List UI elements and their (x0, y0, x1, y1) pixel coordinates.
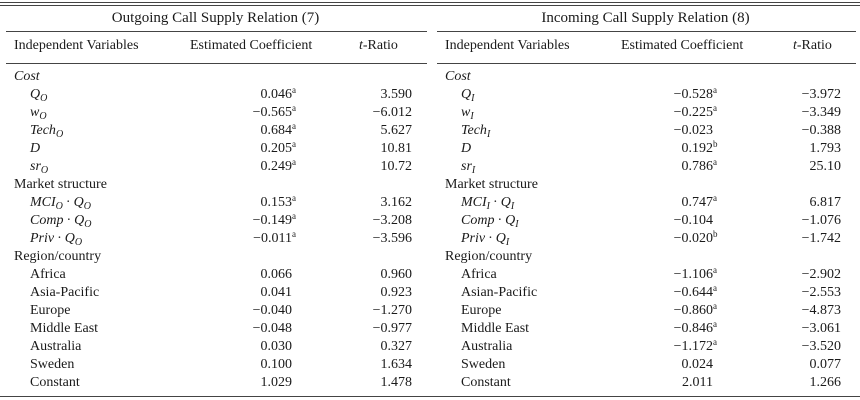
variable-subscript: I (515, 219, 519, 230)
coefficient-cell: −0.860$^a$ (673, 301, 717, 318)
t-ratio-value: −3.208 (372, 213, 412, 228)
section-header (431, 68, 860, 86)
coefficient-cell: 0.747$^a$ (681, 193, 717, 210)
variable-subscript: I (471, 93, 475, 104)
t-ratio-value: −3.596 (372, 231, 412, 246)
coefficient-value: −0.860 (673, 303, 713, 318)
variable-name (30, 158, 48, 176)
t-ratio-value: 3.162 (380, 195, 412, 210)
variable-symbol: Q (500, 195, 511, 210)
variable-name (30, 194, 91, 212)
t-ratio-value: 25.10 (809, 159, 841, 174)
coefficient-value: 0.041 (260, 285, 292, 300)
product-dot: · (57, 231, 62, 246)
variable-symbol: Q (461, 87, 472, 102)
coefficient-value: −0.104 (673, 213, 713, 228)
section-label: Cost (445, 69, 471, 84)
variable-subscript: I (470, 111, 474, 122)
section-header (0, 248, 431, 266)
variable-name: Asia-Pacific (30, 285, 100, 300)
coefficient-value: 2.011 (682, 375, 713, 390)
table-row (0, 86, 431, 104)
variable-name (461, 104, 474, 122)
variable-name: Australia (30, 339, 82, 354)
section-header (0, 68, 431, 86)
variable-subscript: O (84, 219, 92, 230)
variable-name: Europe (30, 303, 71, 318)
table-row (0, 212, 431, 230)
variable-symbol: Priv (30, 231, 55, 246)
coefficient-value: −0.020 (673, 231, 713, 246)
table-row (431, 86, 860, 104)
panel-title: Incoming Call Supply Relation (8) (541, 10, 750, 26)
t-ratio-value: 10.72 (380, 159, 412, 174)
variable-name: Sweden (461, 357, 506, 372)
section-label: Market structure (445, 177, 538, 192)
t-ratio-value: −6.012 (372, 105, 412, 120)
product-dot: · (66, 213, 72, 228)
table-row (0, 104, 431, 122)
coefficient-cell (674, 212, 720, 230)
coefficient-value: 0.192 (681, 141, 713, 156)
variable-name (461, 230, 509, 248)
coefficient-value: −0.565 (252, 105, 292, 120)
variable-subscript: O (40, 165, 49, 176)
variable-symbol: sr (461, 159, 472, 174)
coefficient-value: 0.747 (681, 195, 713, 210)
coefficient-cell: 0.249$^a$ (260, 157, 296, 174)
variable-subscript: O (55, 201, 63, 212)
table-row (0, 194, 431, 212)
panel-title: Outgoing Call Supply Relation (7) (111, 10, 320, 26)
coefficient-cell: −0.020$^b$ (673, 229, 718, 246)
variable-symbol: Q (30, 87, 41, 102)
coefficient-cell: 0.786$^a$ (681, 157, 717, 174)
coefficient-value: −0.528 (673, 87, 713, 102)
coefficient-cell: −0.011$^a$ (253, 229, 296, 246)
variable-name (461, 212, 519, 230)
table-row (431, 374, 860, 392)
variable-symbol: MCI (30, 195, 56, 210)
coefficient-value: −0.011 (253, 231, 292, 246)
table-row (0, 320, 431, 338)
table-row (431, 284, 860, 302)
table-row (431, 158, 860, 176)
variable-name (461, 122, 490, 140)
variable-symbol: sr (30, 159, 41, 174)
variable-name (30, 86, 47, 104)
section-header (0, 176, 431, 194)
header-independent-variables: Independent Variables (14, 38, 139, 53)
variable-symbol: Q (64, 231, 75, 246)
table-row (431, 338, 860, 356)
t-ratio-value: −3.349 (801, 105, 841, 120)
header-independent-variables: Independent Variables (445, 38, 570, 53)
variable-subscript: O (40, 93, 48, 104)
coefficient-value: −0.048 (252, 321, 292, 336)
t-ratio-value: 3.590 (380, 87, 412, 102)
header-t-ratio-italic: t (793, 38, 797, 53)
coefficient-value: −0.225 (673, 105, 713, 120)
table-row (0, 158, 431, 176)
header-t-ratio-italic: t (359, 38, 363, 53)
t-ratio-value: 1.793 (809, 141, 841, 156)
coefficient-cell (261, 356, 300, 374)
variable-subscript: I (471, 165, 476, 176)
coefficient-value: −0.846 (673, 321, 713, 336)
product-dot: · (497, 213, 503, 228)
coefficient-value: −0.040 (252, 303, 292, 318)
coefficient-cell: 0.684$^a$ (260, 121, 296, 138)
table-row (0, 284, 431, 302)
variable-symbol: Q (73, 195, 84, 210)
variable-symbol: w (461, 105, 471, 120)
coefficient-value: 0.153 (260, 195, 292, 210)
incoming-panel (431, 0, 860, 400)
table-row (0, 230, 431, 248)
section-label: Region/country (445, 249, 533, 264)
table-row (431, 356, 860, 374)
coefficient-value: 0.249 (260, 159, 292, 174)
table-row (431, 230, 860, 248)
section-label: Market structure (14, 177, 107, 192)
coefficient-value: 0.786 (681, 159, 713, 174)
t-ratio-value: 0.960 (380, 267, 412, 282)
header-t-ratio-suffix: -Ratio (362, 38, 398, 53)
coefficient-cell (253, 302, 299, 320)
table-row (0, 356, 431, 374)
variable-name: Constant (30, 375, 80, 390)
table-row (431, 266, 860, 284)
variable-symbol: Q (495, 231, 506, 246)
coefficient-cell: −1.172$^a$ (673, 337, 717, 354)
coefficient-cell (253, 320, 299, 338)
coefficient-cell: 0.205$^a$ (260, 139, 296, 156)
coefficient-cell: 0.153$^a$ (260, 193, 296, 210)
variable-name: Africa (30, 267, 66, 282)
header-rule (6, 63, 427, 64)
variable-subscript: O (83, 201, 91, 212)
table-row (0, 338, 431, 356)
variable-name: Africa (461, 267, 497, 282)
table-row (431, 212, 860, 230)
coefficient-value: 0.066 (260, 267, 292, 282)
table-row (431, 122, 860, 140)
coefficient-cell (682, 356, 721, 374)
variable-name: Constant (461, 375, 511, 390)
table-row (0, 302, 431, 320)
variable-symbol: Q (505, 213, 516, 228)
panel-title-rule (6, 31, 427, 32)
variable-name: Middle East (461, 321, 530, 336)
coefficient-cell (261, 374, 300, 392)
coefficient-value: 0.205 (260, 141, 292, 156)
t-ratio-value: 0.923 (380, 285, 412, 300)
section-header (431, 176, 860, 194)
t-ratio-value: 0.327 (380, 339, 412, 354)
variable-name: Europe (461, 303, 502, 318)
t-ratio-value: −3.061 (801, 321, 841, 336)
coefficient-cell: 0.192$^b$ (681, 139, 718, 156)
t-ratio-value: 1.266 (809, 375, 841, 390)
variable-subscript: I (505, 237, 510, 248)
t-ratio-value: 10.81 (380, 141, 412, 156)
header-estimated-coefficient: Estimated Coefficient (190, 38, 313, 53)
variable-symbol: D (461, 141, 472, 156)
variable-symbol: D (30, 141, 41, 156)
coefficient-value: 0.030 (260, 339, 292, 354)
variable-symbol: Comp (30, 213, 64, 228)
t-ratio-value: −0.388 (801, 123, 841, 138)
coefficient-value: −1.106 (673, 267, 713, 282)
coefficient-value: 0.024 (681, 357, 713, 372)
t-ratio-value: −1.742 (801, 231, 841, 246)
product-dot: · (488, 231, 493, 246)
variable-name: Middle East (30, 321, 99, 336)
coefficient-cell: −1.106$^a$ (673, 265, 717, 282)
section-label: Cost (14, 69, 40, 84)
coefficient-cell (261, 338, 300, 356)
t-ratio-value: 1.478 (380, 375, 412, 390)
variable-symbol: MCI (461, 195, 487, 210)
coefficient-cell: −0.528$^a$ (673, 85, 717, 102)
variable-name (461, 140, 471, 158)
t-ratio-value: 1.634 (380, 357, 412, 372)
coefficient-cell (261, 266, 300, 284)
t-ratio-value: −3.972 (801, 87, 841, 102)
variable-symbol: Comp (461, 213, 495, 228)
coefficient-cell: −0.225$^a$ (673, 103, 717, 120)
t-ratio-value: −0.977 (372, 321, 412, 336)
variable-symbol: Tech (30, 123, 56, 138)
t-ratio-value: −1.076 (801, 213, 841, 228)
coefficient-value: 0.046 (260, 87, 292, 102)
variable-subscript: O (39, 111, 47, 122)
coefficient-cell: 0.046$^a$ (260, 85, 296, 102)
product-dot: · (493, 195, 498, 210)
t-ratio-value: −3.520 (801, 339, 841, 354)
coefficient-cell (674, 122, 720, 140)
variable-symbol: Q (74, 213, 85, 228)
variable-name (30, 230, 82, 248)
t-ratio-value: −1.270 (372, 303, 412, 318)
t-ratio-value: 0.077 (809, 357, 841, 372)
coefficient-cell (261, 284, 300, 302)
variable-subscript: O (55, 129, 64, 140)
variable-name (30, 104, 47, 122)
t-ratio-value: −2.553 (801, 285, 841, 300)
coefficient-value: −0.149 (252, 213, 292, 228)
table-row (431, 302, 860, 320)
variable-subscript: I (486, 129, 491, 140)
variable-name: Sweden (30, 357, 75, 372)
variable-subscript: I (486, 201, 491, 212)
variable-subscript: I (510, 201, 515, 212)
coefficient-value: 0.684 (260, 123, 292, 138)
t-ratio-value: 5.627 (380, 123, 412, 138)
header-t-ratio-suffix: -Ratio (796, 38, 832, 53)
variable-symbol: w (30, 105, 40, 120)
panel-title-rule (437, 31, 856, 32)
coefficient-value: −1.172 (673, 339, 713, 354)
variable-name: Australia (461, 339, 513, 354)
coefficient-value: 1.029 (260, 375, 292, 390)
variable-name: Asian-Pacific (461, 285, 538, 300)
table-row (431, 140, 860, 158)
coefficient-value: −0.644 (673, 285, 713, 300)
coefficient-cell: −0.565$^a$ (252, 103, 296, 120)
coefficient-cell: −0.846$^a$ (673, 319, 717, 336)
table-row (431, 194, 860, 212)
product-dot: · (65, 195, 71, 210)
variable-name (30, 212, 91, 230)
variable-symbol: Priv (461, 231, 486, 246)
table-row (0, 122, 431, 140)
variable-subscript: O (74, 237, 83, 248)
section-label: Region/country (14, 249, 102, 264)
table-row (431, 320, 860, 338)
table-row (431, 104, 860, 122)
coefficient-cell (682, 374, 720, 392)
table-row (0, 140, 431, 158)
table-bottom-rule (0, 396, 860, 397)
variable-name (30, 122, 63, 140)
variable-name (461, 86, 474, 104)
header-t-ratio (793, 37, 832, 55)
table-row (0, 266, 431, 284)
header-t-ratio (359, 37, 398, 55)
header-estimated-coefficient: Estimated Coefficient (621, 38, 744, 53)
variable-name (461, 158, 475, 176)
variable-name (461, 194, 514, 212)
t-ratio-value: 6.817 (809, 195, 841, 210)
coefficient-value: −0.023 (673, 123, 713, 138)
coefficient-cell: −0.149$^a$ (252, 211, 296, 228)
variable-name (30, 140, 40, 158)
t-ratio-value: −2.902 (801, 267, 841, 282)
variable-symbol: Tech (461, 123, 487, 138)
table-row (0, 374, 431, 392)
coefficient-cell: −0.644$^a$ (673, 283, 717, 300)
header-rule (437, 63, 856, 64)
t-ratio-value: −4.873 (801, 303, 841, 318)
section-header (431, 248, 860, 266)
coefficient-value: 0.100 (260, 357, 292, 372)
